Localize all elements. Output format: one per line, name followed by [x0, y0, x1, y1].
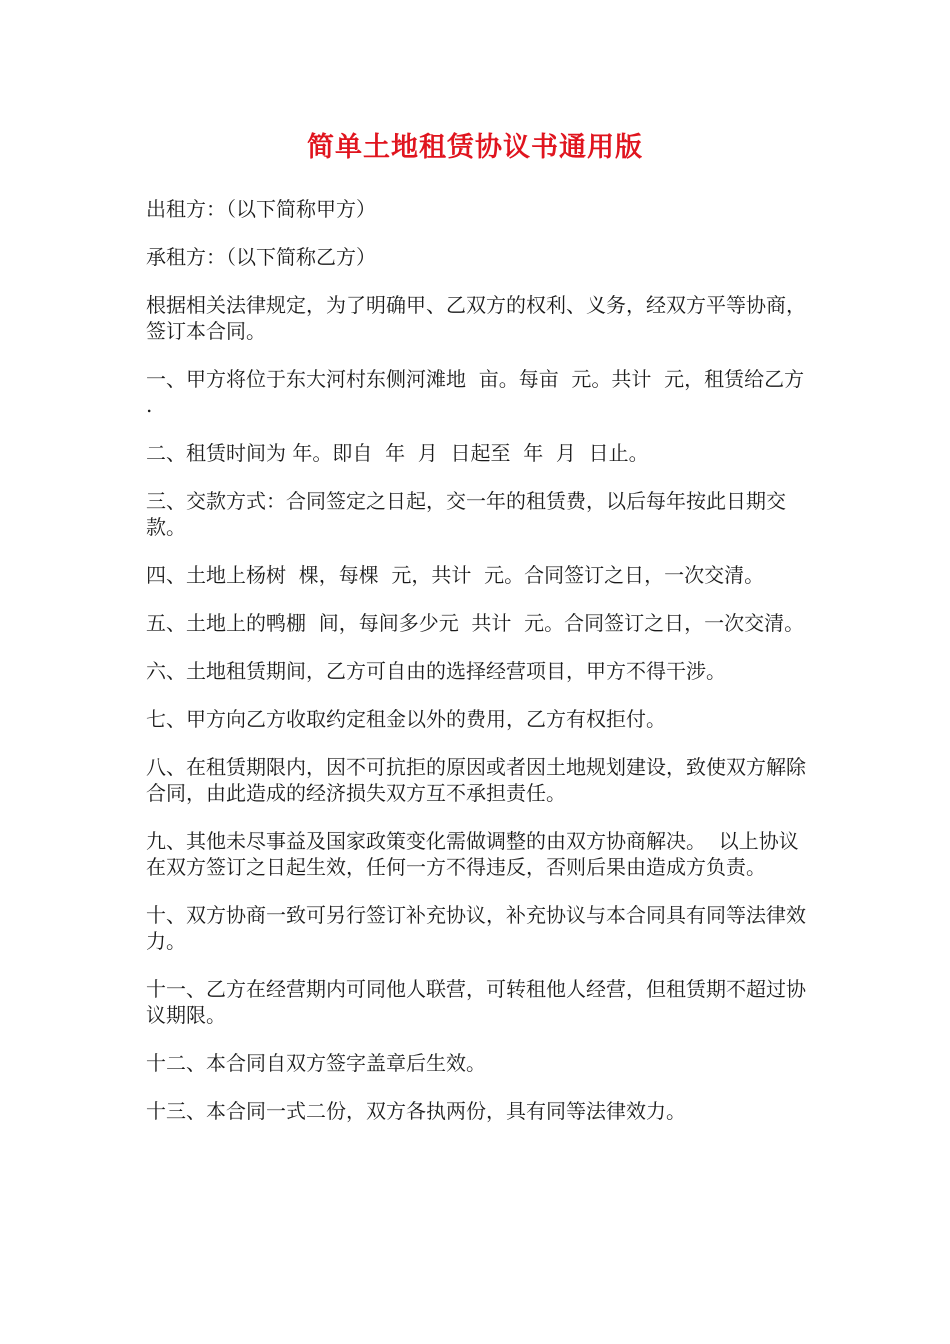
- clause-9: 九、其他未尽事益及国家政策变化需做调整的由双方协商解决。 以上协议在双方签订之日起生效，任何一方不得违反，否则后果由造成方负责。: [146, 829, 799, 879]
- clause-4: 四、土地上杨树 棵，每棵 元，共计 元。合同签订之日，一次交清。: [146, 563, 765, 587]
- clause-11: 十一、乙方在经营期内可同他人联营，可转租他人经营，但租赁期不超过协议期限。: [146, 977, 806, 1027]
- document-title: 简单土地租赁协议书通用版: [307, 132, 643, 163]
- clause-6: 六、土地租赁期间，乙方可自由的选择经营项目，甲方不得干涉。: [146, 659, 726, 683]
- clause-8: 八、在租赁期限内，因不可抗拒的原因或者因土地规划建设，致使双方解除合同，由此造成的经济损失双方互不承担责任。: [146, 755, 806, 805]
- clause-13: 十三、本合同一式二份，双方各执两份，具有同等法律效力。: [146, 1099, 686, 1123]
- clause-12: 十二、本合同自双方签字盖章后生效。: [146, 1051, 486, 1075]
- clause-2: 二、租赁时间为 年。即自 年 月 日起至 年 月 日止。: [146, 441, 649, 465]
- clause-10: 十、双方协商一致可另行签订补充协议，补充协议与本合同具有同等法律效力。: [146, 903, 806, 953]
- document-body: [146, 196, 816, 1146]
- preamble: 根据相关法律规定，为了明确甲、乙双方的权利、义务，经双方平等协商，签订本合同。: [146, 293, 806, 343]
- clause-5: 五、土地上的鸭棚 间，每间多少元 共计 元。合同签订之日，一次交清。: [146, 611, 805, 635]
- party-lessor: 出租方：（以下简称甲方）: [146, 197, 376, 221]
- party-lessee: 承租方：（以下简称乙方）: [146, 245, 376, 269]
- clause-1: 一、甲方将位于东大河村东侧河滩地 亩。每亩 元。共计 元，租赁给乙方 .: [146, 367, 811, 417]
- clause-7: 七、甲方向乙方收取约定租金以外的费用，乙方有权拒付。: [146, 707, 666, 731]
- clause-3: 三、交款方式：合同签定之日起，交一年的租赁费，以后每年按此日期交款。: [146, 489, 786, 539]
